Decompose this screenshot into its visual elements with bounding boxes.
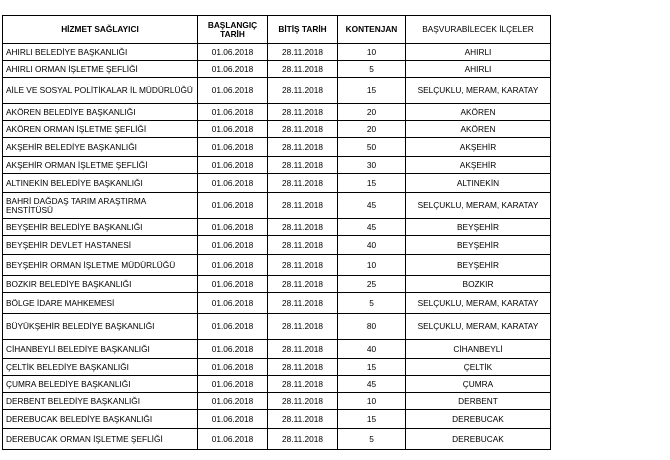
- cell-districts: AKÖREN: [406, 121, 551, 138]
- cell-end-date: 28.11.2018: [268, 410, 338, 429]
- cell-quota: 20: [338, 104, 406, 121]
- cell-start-date: 01.06.2018: [198, 314, 268, 340]
- cell-end-date: 28.11.2018: [268, 104, 338, 121]
- cell-quota: 45: [338, 193, 406, 219]
- cell-start-date: 01.06.2018: [198, 410, 268, 429]
- cell-start-date: 01.06.2018: [198, 255, 268, 276]
- cell-end-date: 28.11.2018: [268, 219, 338, 236]
- cell-quota: 5: [338, 61, 406, 78]
- cell-districts: AKŞEHİR: [406, 138, 551, 157]
- cell-quota: 80: [338, 314, 406, 340]
- cell-provider: BOZKIR BELEDİYE BAŞKANLIĞI: [3, 276, 198, 293]
- cell-start-date: 01.06.2018: [198, 293, 268, 314]
- cell-end-date: 28.11.2018: [268, 193, 338, 219]
- cell-end-date: 28.11.2018: [268, 255, 338, 276]
- table-row: [3, 193, 551, 219]
- header-start-date: BAŞLANGIÇ TARİH: [198, 16, 268, 44]
- cell-end-date: 28.11.2018: [268, 78, 338, 104]
- cell-provider: BEYŞEHİR BELEDİYE BAŞKANLIĞI: [3, 219, 198, 236]
- table-row: [3, 121, 551, 138]
- provider-table: [2, 15, 551, 450]
- cell-districts: AHIRLI: [406, 61, 551, 78]
- cell-provider: AİLE VE SOSYAL POLİTİKALAR İL MÜDÜRLÜĞÜ: [3, 78, 198, 104]
- table-row: [3, 157, 551, 174]
- cell-start-date: 01.06.2018: [198, 393, 268, 410]
- cell-start-date: 01.06.2018: [198, 61, 268, 78]
- table-row: [3, 138, 551, 157]
- cell-end-date: 28.11.2018: [268, 314, 338, 340]
- cell-quota: 15: [338, 359, 406, 376]
- cell-quota: 45: [338, 376, 406, 393]
- cell-districts: DERBENT: [406, 393, 551, 410]
- table-row: [3, 255, 551, 276]
- cell-provider: AHIRLI BELEDİYE BAŞKANLIĞI: [3, 44, 198, 61]
- cell-start-date: 01.06.2018: [198, 340, 268, 359]
- cell-quota: 15: [338, 78, 406, 104]
- cell-districts: CİHANBEYLİ: [406, 340, 551, 359]
- table-row: [3, 61, 551, 78]
- cell-end-date: 28.11.2018: [268, 44, 338, 61]
- cell-end-date: 28.11.2018: [268, 393, 338, 410]
- cell-end-date: 28.11.2018: [268, 376, 338, 393]
- cell-provider: AKŞEHİR ORMAN İŞLETME ŞEFLİĞİ: [3, 157, 198, 174]
- cell-start-date: 01.06.2018: [198, 193, 268, 219]
- cell-provider: BÖLGE İDARE MAHKEMESİ: [3, 293, 198, 314]
- cell-quota: 40: [338, 236, 406, 255]
- cell-districts: DEREBUCAK: [406, 410, 551, 429]
- cell-districts: SELÇUKLU, MERAM, KARATAY: [406, 293, 551, 314]
- cell-quota: 40: [338, 340, 406, 359]
- table-row: [3, 376, 551, 393]
- cell-end-date: 28.11.2018: [268, 61, 338, 78]
- cell-start-date: 01.06.2018: [198, 104, 268, 121]
- cell-quota: 15: [338, 174, 406, 193]
- cell-districts: ALTINEKİN: [406, 174, 551, 193]
- cell-quota: 5: [338, 293, 406, 314]
- cell-provider: BEYŞEHİR ORMAN İŞLETME MÜDÜRLÜĞÜ: [3, 255, 198, 276]
- cell-provider: CİHANBEYLİ BELEDİYE BAŞKANLIĞI: [3, 340, 198, 359]
- cell-provider: AKŞEHİR BELEDİYE BAŞKANLIĞI: [3, 138, 198, 157]
- cell-end-date: 28.11.2018: [268, 429, 338, 450]
- cell-provider: ALTINEKİN BELEDİYE BAŞKANLIĞI: [3, 174, 198, 193]
- cell-end-date: 28.11.2018: [268, 276, 338, 293]
- cell-start-date: 01.06.2018: [198, 44, 268, 61]
- table-row: [3, 293, 551, 314]
- cell-provider: AKÖREN BELEDİYE BAŞKANLIĞI: [3, 104, 198, 121]
- cell-quota: 15: [338, 410, 406, 429]
- cell-provider: BAHRİ DAĞDAŞ TARIM ARAŞTIRMA ENSTİTÜSÜ: [3, 193, 198, 219]
- header-provider: HİZMET SAĞLAYICI: [3, 16, 198, 44]
- cell-start-date: 01.06.2018: [198, 276, 268, 293]
- cell-districts: BEYŞEHİR: [406, 255, 551, 276]
- cell-provider: AKÖREN ORMAN İŞLETME ŞEFLİĞİ: [3, 121, 198, 138]
- cell-districts: ÇELTİK: [406, 359, 551, 376]
- cell-end-date: 28.11.2018: [268, 359, 338, 376]
- header-end-date: BİTİŞ TARİH: [268, 16, 338, 44]
- header-districts: BAŞVURABİLECEK İLÇELER: [406, 16, 551, 44]
- cell-provider: DEREBUCAK ORMAN İŞLETME ŞEFLİĞİ: [3, 429, 198, 450]
- table-row: [3, 104, 551, 121]
- cell-provider: BEYŞEHİR DEVLET HASTANESİ: [3, 236, 198, 255]
- table-row: [3, 174, 551, 193]
- cell-start-date: 01.06.2018: [198, 359, 268, 376]
- cell-quota: 20: [338, 121, 406, 138]
- table-header-row: [3, 16, 551, 44]
- cell-end-date: 28.11.2018: [268, 157, 338, 174]
- cell-districts: SELÇUKLU, MERAM, KARATAY: [406, 314, 551, 340]
- cell-start-date: 01.06.2018: [198, 376, 268, 393]
- cell-districts: AKŞEHİR: [406, 157, 551, 174]
- table-row: [3, 236, 551, 255]
- cell-end-date: 28.11.2018: [268, 293, 338, 314]
- cell-end-date: 28.11.2018: [268, 236, 338, 255]
- cell-districts: ÇUMRA: [406, 376, 551, 393]
- cell-districts: BEYŞEHİR: [406, 236, 551, 255]
- table-row: [3, 276, 551, 293]
- header-quota: KONTENJAN: [338, 16, 406, 44]
- table-row: [3, 359, 551, 376]
- table-row: [3, 340, 551, 359]
- cell-quota: 45: [338, 219, 406, 236]
- cell-provider: AHIRLI ORMAN İŞLETME ŞEFLİĞİ: [3, 61, 198, 78]
- cell-start-date: 01.06.2018: [198, 219, 268, 236]
- cell-end-date: 28.11.2018: [268, 340, 338, 359]
- cell-districts: DEREBUCAK: [406, 429, 551, 450]
- cell-start-date: 01.06.2018: [198, 78, 268, 104]
- cell-end-date: 28.11.2018: [268, 121, 338, 138]
- cell-quota: 10: [338, 255, 406, 276]
- table-row: [3, 78, 551, 104]
- cell-quota: 10: [338, 393, 406, 410]
- cell-start-date: 01.06.2018: [198, 138, 268, 157]
- cell-provider: ÇELTİK BELEDİYE BAŞKANLIĞI: [3, 359, 198, 376]
- table-row: [3, 314, 551, 340]
- cell-quota: 30: [338, 157, 406, 174]
- cell-districts: BOZKIR: [406, 276, 551, 293]
- cell-provider: BÜYÜKŞEHİR BELEDİYE BAŞKANLIĞI: [3, 314, 198, 340]
- cell-start-date: 01.06.2018: [198, 157, 268, 174]
- cell-end-date: 28.11.2018: [268, 174, 338, 193]
- cell-quota: 25: [338, 276, 406, 293]
- cell-districts: SELÇUKLU, MERAM, KARATAY: [406, 78, 551, 104]
- document-sheet: [2, 15, 551, 450]
- table-row: [3, 410, 551, 429]
- cell-start-date: 01.06.2018: [198, 121, 268, 138]
- cell-districts: AHIRLI: [406, 44, 551, 61]
- cell-quota: 50: [338, 138, 406, 157]
- table-row: [3, 219, 551, 236]
- cell-districts: SELÇUKLU, MERAM, KARATAY: [406, 193, 551, 219]
- cell-districts: BEYŞEHİR: [406, 219, 551, 236]
- table-row: [3, 429, 551, 450]
- cell-districts: AKÖREN: [406, 104, 551, 121]
- cell-start-date: 01.06.2018: [198, 429, 268, 450]
- cell-provider: DERBENT BELEDİYE BAŞKANLIĞI: [3, 393, 198, 410]
- cell-provider: DEREBUCAK BELEDİYE BAŞKANLIĞI: [3, 410, 198, 429]
- cell-start-date: 01.06.2018: [198, 236, 268, 255]
- cell-start-date: 01.06.2018: [198, 174, 268, 193]
- cell-end-date: 28.11.2018: [268, 138, 338, 157]
- table-row: [3, 393, 551, 410]
- table-row: [3, 44, 551, 61]
- cell-quota: 10: [338, 44, 406, 61]
- cell-provider: ÇUMRA BELEDİYE BAŞKANLIĞI: [3, 376, 198, 393]
- cell-quota: 5: [338, 429, 406, 450]
